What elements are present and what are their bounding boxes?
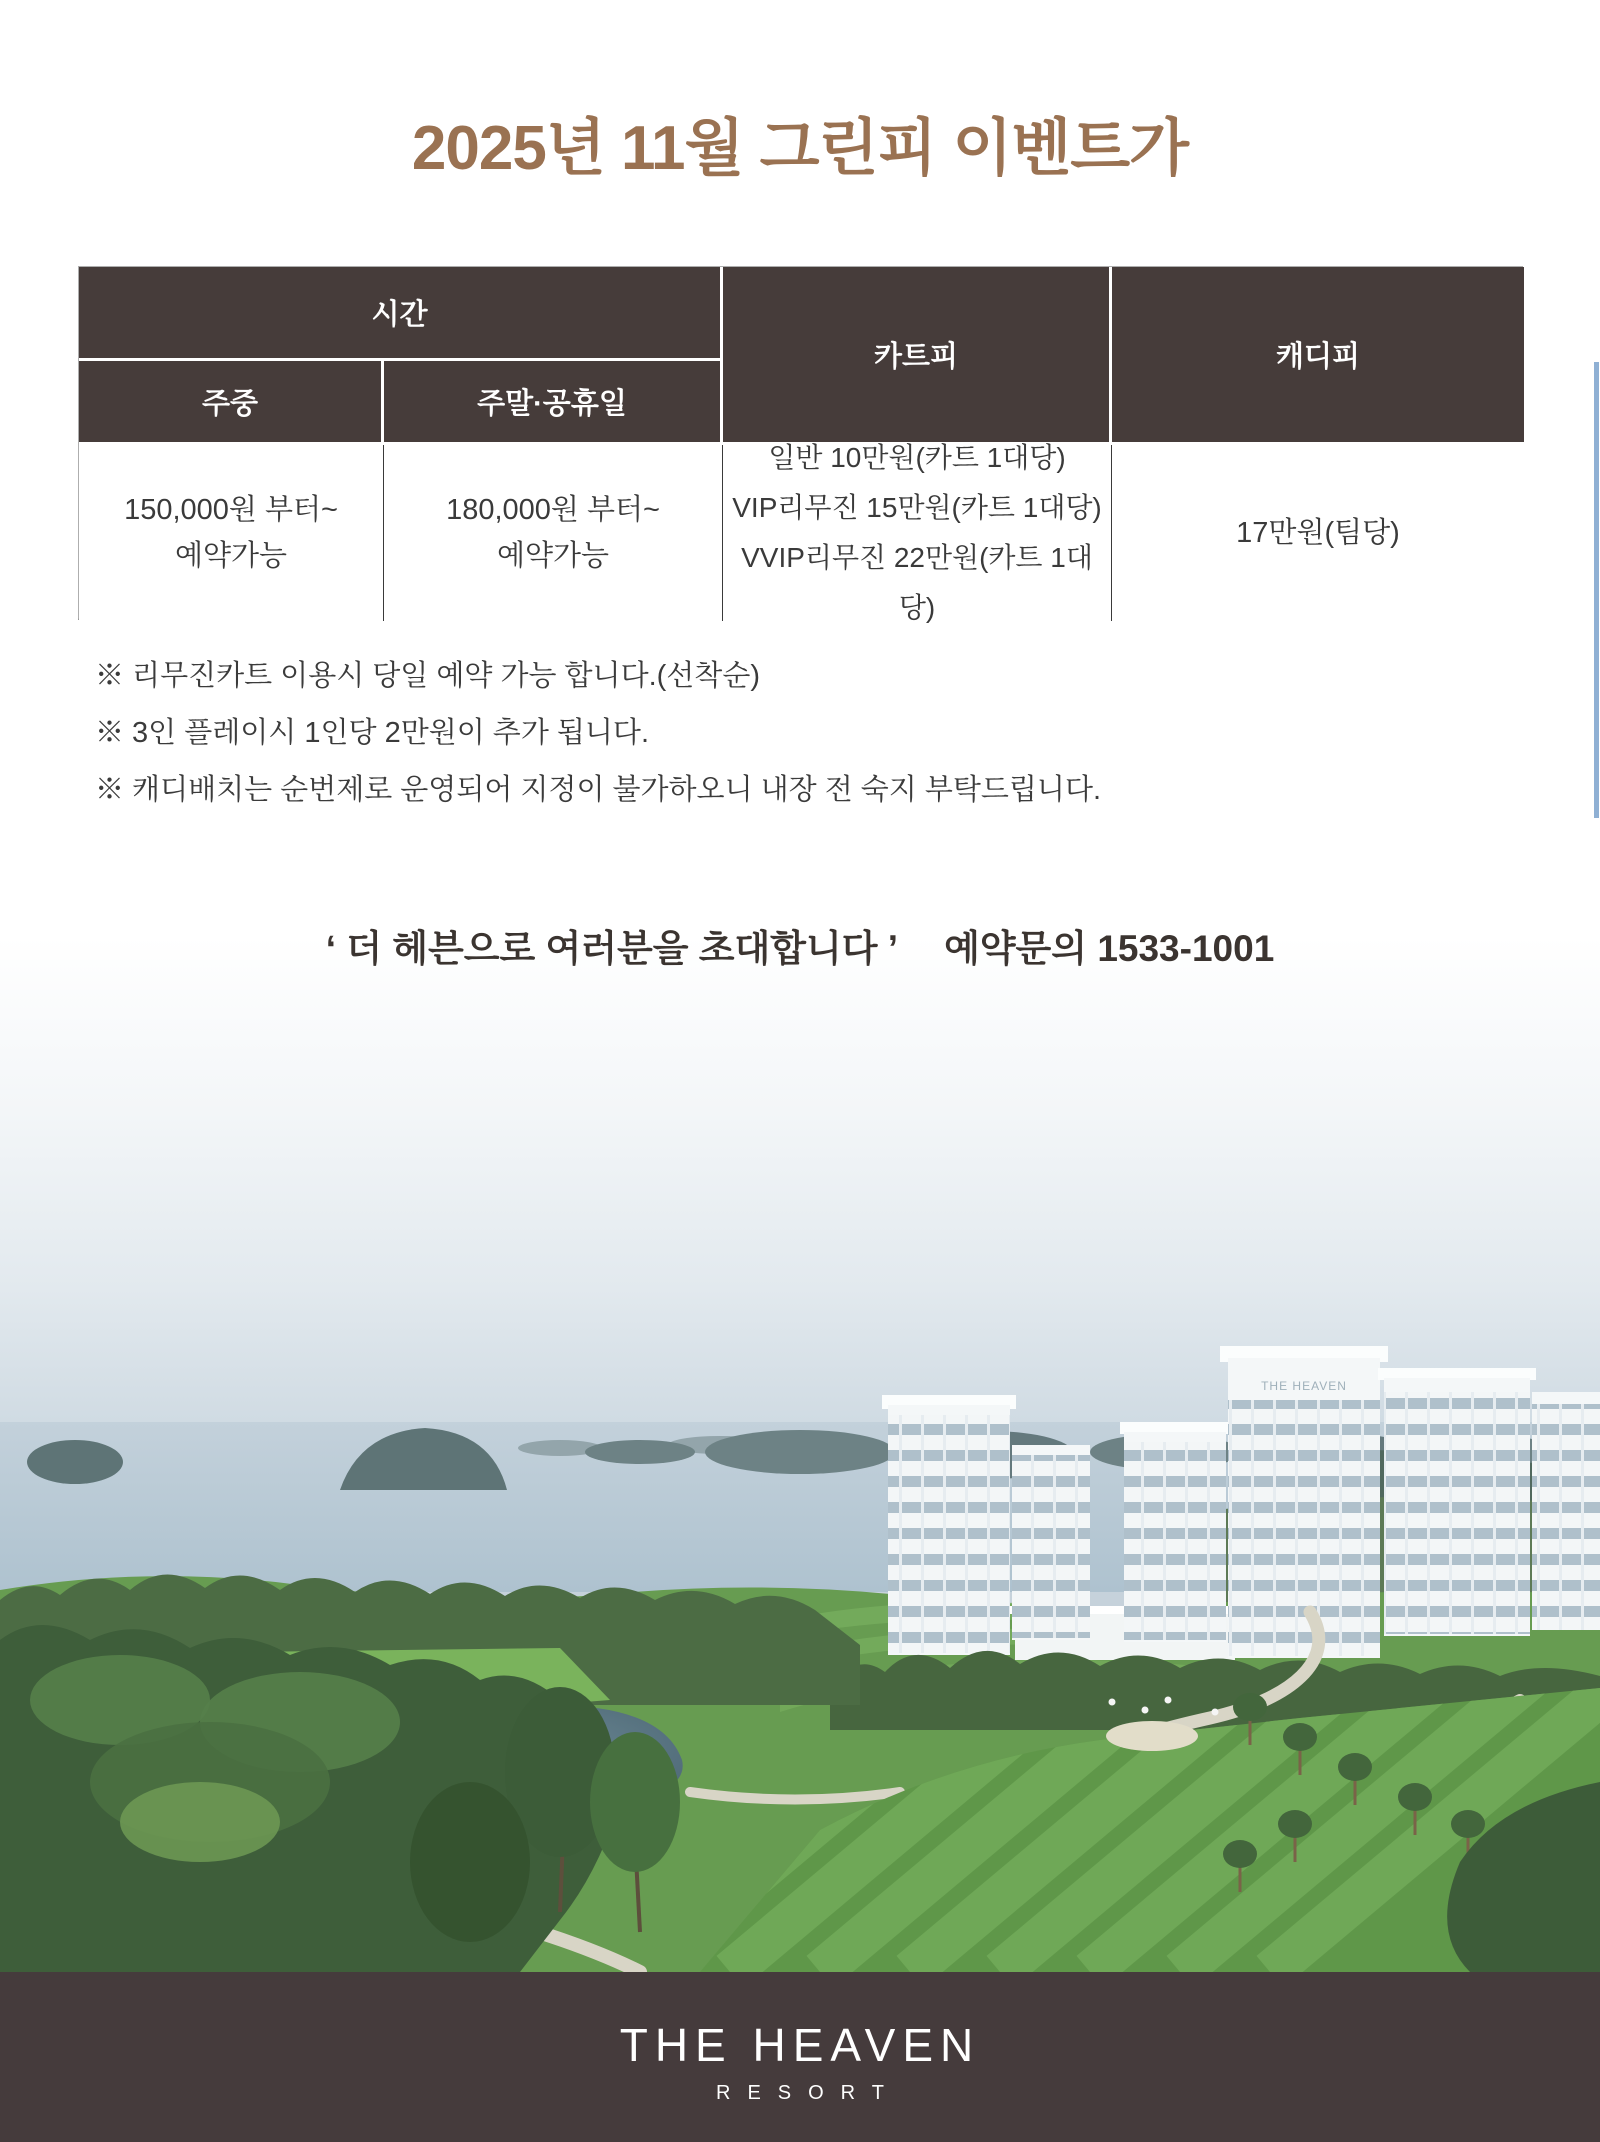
table-cell-cart-fee bbox=[723, 442, 1112, 623]
building-sign: THE HEAVEN bbox=[1261, 1379, 1347, 1393]
invitation-quote: ‘ 더 헤븐으로 여러분을 초대합니다 ’ bbox=[325, 928, 899, 969]
notes-section bbox=[95, 648, 1101, 819]
invitation-line bbox=[0, 918, 1600, 972]
resort-photo bbox=[0, 870, 1600, 1972]
scrollbar-thumb[interactable] bbox=[1594, 362, 1599, 818]
table-header-cart-fee: 카트피 bbox=[723, 267, 1112, 445]
page-title: 2025년 11월 그린피 이벤트가 bbox=[411, 114, 1189, 183]
note-caddy-assignment: ※ 캐디배치는 순번제로 운영되어 지정이 불가하오니 내장 전 숙지 부탁드립니다. bbox=[95, 774, 1102, 806]
caddy-fee: 17만원(팀당) bbox=[1236, 517, 1400, 549]
table-cell-caddy-fee bbox=[1112, 445, 1524, 621]
table-cell-weekday-price bbox=[79, 445, 384, 621]
brand-logo-sub: RESORT bbox=[716, 2082, 901, 2104]
photo-buildings bbox=[882, 1346, 1600, 1660]
note-limousine-cart: ※ 리무진카트 이용시 당일 예약 가능 합니다.(선착순) bbox=[95, 660, 760, 692]
footer-bar bbox=[0, 1972, 1600, 2142]
photo-landscape bbox=[0, 1000, 1600, 1972]
reservation-contact: 예약문의 1533-1001 bbox=[944, 928, 1275, 969]
table-cell-weekend-price bbox=[384, 445, 723, 621]
cart-fee-vvip: VVIP리무진 22만원(카트 1대당) bbox=[741, 542, 1093, 623]
table-header-weekend: 주말·공휴일 bbox=[384, 361, 723, 445]
table-header-weekday: 주중 bbox=[79, 361, 384, 445]
weekend-availability: 예약가능 bbox=[496, 540, 610, 572]
weekday-price: 150,000원 부터~ bbox=[124, 494, 338, 526]
table-header-time: 시간 bbox=[79, 267, 723, 361]
weekend-price: 180,000원 부터~ bbox=[446, 494, 660, 526]
cart-fee-vip: VIP리무진 15만원(카트 1대당) bbox=[732, 492, 1102, 523]
green-fee-table bbox=[78, 266, 1523, 623]
note-three-player: ※ 3인 플레이시 1인당 2만원이 추가 됩니다. bbox=[95, 717, 649, 749]
table-header-caddy-fee: 캐디피 bbox=[1112, 267, 1524, 445]
brand-logo: THE HEAVEN bbox=[619, 2019, 981, 2071]
cart-fee-standard: 일반 10만원(카트 1대당) bbox=[768, 442, 1066, 473]
weekday-availability: 예약가능 bbox=[174, 540, 288, 572]
